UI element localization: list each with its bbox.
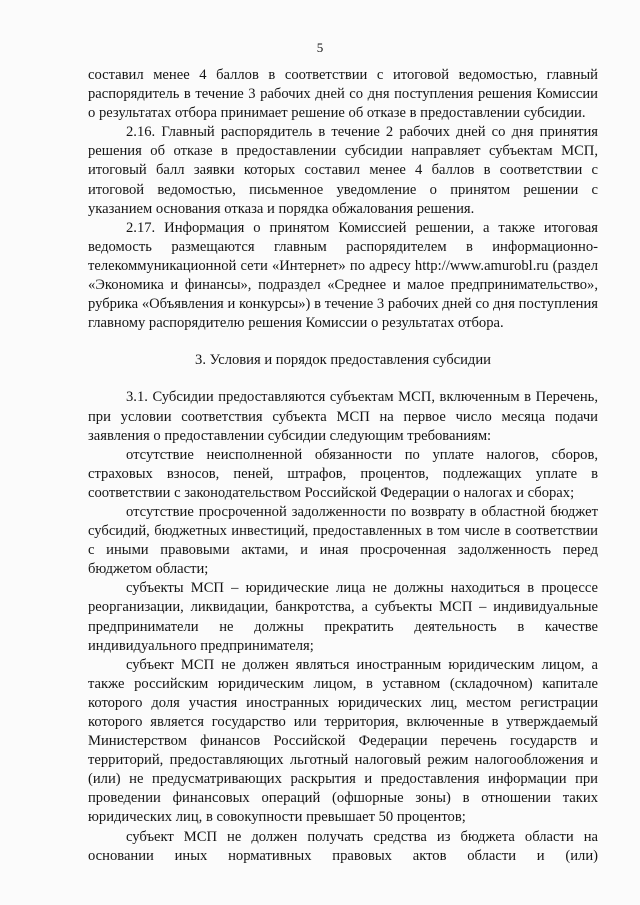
requirement-item: субъект МСП не должен являться иностранным юридическим лицом, а также российским юридическим лицом, в уставном (складочном) капитале которого доля участия иностранных юридических лиц, местом регистрации которого является государство или территория, включенные в утверждаемый Министерством финансов Российской Федерации перечень государств и территорий, предоставляющих льготный налоговый режим налогообложения и (или) не предусматривающих раскрытия и предоставления информации при проведении финансовых операций (офшорные зоны) в отношении таких юридических лиц, в совокупности превышает 50 процентов; <box>88 656 598 826</box>
requirement-item: субъекты МСП – юридические лица не должны находиться в процессе реорганизации, ликвидации, банкротства, а субъекты МСП – индивидуальные предприниматели не должны прекратить деятельность в качестве индивидуального предпринимателя; <box>88 580 598 654</box>
section-heading: 3. Условия и порядок предоставления субсидии <box>195 352 491 369</box>
requirement-item: субъект МСП не должен получать средства из бюджета области на основании иных нормативных правовых актов области и (или) <box>88 828 598 864</box>
requirement-item: отсутствие неисполненной обязанности по уплате налогов, сборов, страховых взносов, пеней, штрафов, процентов, подлежащих уплате в соответствии с законодательством Российской Федерации о налогах и сборах; <box>88 446 598 501</box>
page-number: 5 <box>316 40 324 55</box>
paragraph-continuation: составил менее 4 баллов в соответствии с итоговой ведомостью, главный распорядитель в течение 3 рабочих дней со дня поступления решения Комиссии о результатах отбора принимает решение об отказе в предоставлении субсидии. <box>88 67 598 122</box>
requirement-item: отсутствие просроченной задолженности по возврату в областной бюджет субсидий, бюджетных инвестиций, предоставленных в том числе в соответствии с иными правовыми актами, и иная просроченная задолженность перед бюджетом области; <box>88 503 598 578</box>
paragraph-2-16: 2.16. Главный распорядитель в течение 2 рабочих дней со дня принятия решения об отказе в предоставлении субсидии направляет субъектам МСП, итоговый балл заявки которых составил менее 4 баллов в соответствии с итоговой ведомостью, письменное уведомление о принятом решении с указанием основания отказа и порядка обжалования решения. <box>88 124 598 217</box>
paragraph-3-1: 3.1. Субсидии предоставляются субъектам МСП, включенным в Перечень, при условии соответствия субъекта МСП на первое число месяца подачи заявления о предоставлении субсидии следующим требованиям: <box>88 389 598 444</box>
paragraph-2-17: 2.17. Информация о принятом Комиссией решении, а также итоговая ведомость размещаются главным распорядителем в информационно-телекоммуникационной сети «Интернет» по адресу http://www.amurobl.ru (раздел «Экономика и финансы», подраздел «Среднее и малое предпринимательство», рубрика «Объявления и конкурсы») в течение 3 рабочих дней со дня поступления главному распорядителю решения Комиссии о результатах отбора. <box>88 219 598 332</box>
document-body <box>88 66 598 866</box>
